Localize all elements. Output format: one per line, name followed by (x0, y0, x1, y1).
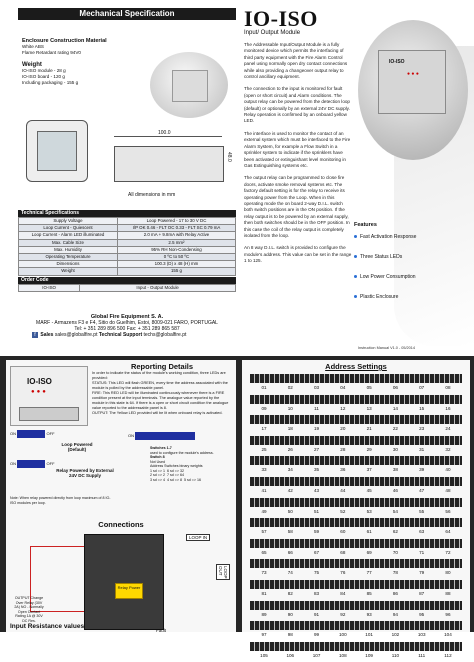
address-value: 12 (340, 405, 346, 411)
switch-off-label: OFF (46, 461, 55, 467)
address-value: 01 (261, 385, 267, 390)
address-value: 97 (261, 632, 267, 638)
product-photo-label: IO-ISO (389, 59, 405, 65)
address-value: 64 (445, 529, 451, 535)
dip-switch-icon (17, 460, 45, 468)
address-numbers (250, 568, 462, 578)
dip-switch-strip-icon (250, 374, 462, 383)
module-photo (150, 52, 228, 118)
address-row (250, 642, 462, 662)
address-numbers (250, 548, 462, 558)
address-value: 50 (287, 508, 293, 514)
dip-switch-strip-icon (250, 415, 462, 424)
product-subtitle: Input/ Output Module (244, 30, 301, 36)
dip-switch-icon (135, 432, 195, 440)
module-photo (10, 366, 88, 426)
company-phones: Tel: + 351 289 896 500 Fax: + 351 289 865 587 (74, 326, 180, 332)
switches-subtitle: used to configure the module's address. (150, 450, 214, 455)
feature-item (354, 234, 469, 240)
datasheet-page-2 (0, 356, 474, 658)
address-value: 84 (340, 590, 346, 596)
address-value: 112 (444, 652, 452, 658)
address-row (250, 580, 462, 601)
address-panel (242, 360, 470, 658)
address-grid (250, 374, 462, 662)
address-value: 103 (417, 632, 426, 638)
address-value: 69 (366, 549, 372, 555)
table-row (19, 254, 236, 261)
address-value: 27 (314, 446, 320, 452)
enclosure-title: Enclosure Construction Material (22, 38, 107, 44)
address-value: 34 (287, 467, 293, 473)
address-row (250, 559, 462, 580)
address-row (250, 498, 462, 519)
address-value: 26 (287, 446, 293, 452)
order-code: IO-ISO (19, 284, 80, 291)
address-value: 92 (340, 611, 346, 617)
height-dimension: 48.0 (226, 152, 232, 162)
address-value: 82 (287, 590, 293, 596)
dip-switch-strip-icon (250, 518, 462, 527)
enclosure-line: Flame Retardant rating 94V0 (22, 50, 81, 55)
address-value: 104 (444, 632, 452, 638)
address-numbers (250, 589, 462, 599)
address-value: 10 (287, 405, 293, 411)
address-value: 56 (445, 508, 451, 514)
front-view-drawing (26, 120, 88, 182)
bullet-icon (354, 255, 357, 258)
address-value: 53 (366, 508, 372, 514)
address-value: 02 (287, 385, 293, 390)
mech-spec-header: Mechanical Specification (18, 8, 236, 20)
address-value: 41 (261, 487, 267, 493)
address-value: 74 (287, 570, 293, 576)
address-value: 06 (392, 385, 398, 390)
product-paragraph: The output relay can be programmed to close fire doors, activate smoke removal systems etc. The factory default setting is for the relay to receive its operating power from the Loop. When in this operating mode the on board 2-way D.I.L. switch both switch positions are in the ON position. If the relay output is to be powered by an external supply, then both switches should be in the OFF position. In this case the coil of the relay output is completely isolated from the loop. (244, 175, 350, 238)
tech-spec-header: Technical Specifications (18, 210, 236, 217)
address-value: 90 (287, 611, 293, 617)
reporting-details (92, 364, 232, 416)
module-button-icon (19, 407, 79, 421)
address-value: 102 (391, 632, 400, 638)
address-value: 55 (419, 508, 425, 514)
address-numbers (250, 486, 462, 496)
feature-label: Fast Activation Response (360, 234, 417, 240)
module-photo-label: IO-ISO (27, 377, 52, 386)
loop-in-label: LOOP IN (186, 534, 210, 541)
loop-note: Note: When relay powered directly from loop maximum of 8 IO-ISO modules per loop. (10, 496, 111, 505)
spec-value: 95% RH Non-Condensing (117, 246, 235, 253)
sales-email-link[interactable]: sales@globalfire.pt (54, 332, 98, 338)
dip-switch-strip-icon (250, 539, 462, 548)
address-value: 43 (314, 487, 320, 493)
switch-off-label: OFF (46, 431, 55, 437)
connections-title: Connections (98, 520, 144, 529)
spec-value: 2.0 mA + 9.8mA with Relay Active (117, 232, 235, 239)
address-value: 14 (392, 405, 398, 411)
weight-item: 6 sd => 32 (167, 468, 184, 473)
technical-specifications (18, 210, 236, 292)
address-value: 30 (392, 446, 398, 452)
product-paragraph: An 8 way D.I.L. switch is provided to configure the module's address. This value can be set in the range 1 to 125. (244, 245, 352, 264)
address-value: 38 (392, 467, 398, 473)
product-title: IO-ISO (244, 6, 318, 31)
manual-version: Instruction Manual V1.0 - 05/2014 (358, 346, 415, 350)
address-value: 101 (365, 632, 373, 638)
address-value: 83 (314, 590, 320, 596)
table-row (19, 225, 236, 232)
address-value: 42 (287, 487, 293, 493)
address-value: 39 (419, 467, 425, 473)
right-column (244, 6, 469, 354)
address-value: 23 (419, 426, 425, 432)
switch-on-label: ON (10, 461, 16, 467)
address-value: 91 (314, 611, 320, 617)
address-value: 76 (340, 570, 346, 576)
order-description: Input - Output Module (80, 284, 236, 291)
reporting-panel (6, 360, 236, 632)
address-value: 32 (445, 446, 451, 452)
address-value: 08 (445, 385, 451, 390)
relay-power-label: Relay Power (115, 583, 143, 599)
address-value: 37 (366, 467, 372, 473)
spec-value: 0 ºC to 50 ºC (117, 254, 235, 261)
address-value: 13 (366, 405, 372, 411)
weight-line: IO-ISO module - 28 g (22, 68, 66, 73)
address-value: 105 (260, 652, 268, 658)
address-value: 81 (261, 590, 267, 596)
address-row (250, 518, 462, 539)
dip-switch-strip-icon (250, 395, 462, 404)
address-numbers (250, 404, 462, 414)
product-paragraph: The interface is used to monitor the contact of an external system which must be interfaced to the Fire Alarm System, for example a Flow Switch in a sprinkler system to indicate if the sprinklers have been activated or extinguishant level monitoring in Gas Extinguishing systems etc. (244, 130, 351, 168)
switch-settings (10, 430, 232, 518)
order-code-header: Order Code (18, 277, 236, 284)
address-value: 28 (340, 446, 346, 452)
address-value: 31 (419, 446, 425, 452)
address-value: 51 (314, 508, 320, 514)
reporting-title: Reporting Details (130, 362, 194, 371)
dip-switch-strip-icon (250, 559, 462, 568)
loop-powered-caption: Loop Powered (Default) (61, 442, 93, 452)
table-row (19, 284, 236, 291)
address-value: 35 (314, 467, 320, 473)
address-value: 16 (445, 405, 451, 411)
facebook-icon: f (32, 332, 38, 338)
address-value: 65 (261, 549, 267, 555)
address-value: 96 (445, 611, 451, 617)
features-header: Features (354, 222, 377, 228)
address-numbers (250, 507, 462, 517)
fire-led-text: FIRE: This RED LED will be illuminated continuously whenever there is a FIRE condition present at the input terminals. The analogue value reported by the module in this state is 64. If there is a open or short circuit condition the analogue value reported to the addressable panel is 8. (92, 391, 229, 410)
product-paragraph: The Addressable Input/Output Module is a fully monitored device which permits the interfacing of third party equipment with the Fire Alarm Control panel using normally open dry contact connections while also providing a changeover output relay to control ancillary equipment. (244, 42, 348, 80)
address-value: 87 (419, 590, 425, 596)
switch8-subtitle: Not Used (150, 459, 165, 464)
address-value: 19 (314, 426, 320, 432)
spec-key: Weight (19, 268, 118, 275)
dip-switch-strip-icon (250, 580, 462, 589)
address-value: 40 (445, 467, 451, 473)
address-value: 48 (445, 487, 451, 493)
tech-email-link[interactable]: techs@globalfire.pt (143, 332, 187, 338)
address-settings-title: Address Settings (325, 362, 387, 371)
weight-item: 2 sd => 2 (150, 473, 165, 477)
address-row (250, 436, 462, 457)
sales-label: Sales (40, 332, 54, 338)
address-value: 75 (314, 570, 320, 576)
weight-item: 3 sd => 4 (150, 477, 165, 482)
feature-label: Plastic Enclosure (360, 294, 399, 300)
address-value: 72 (445, 549, 451, 555)
external-powered-switch (10, 460, 55, 468)
address-row (250, 374, 462, 395)
address-numbers (250, 465, 462, 475)
company-contacts (32, 332, 236, 338)
circuit-board-image (84, 534, 164, 630)
address-value: 93 (366, 611, 372, 617)
address-numbers (250, 527, 462, 537)
address-value: 18 (287, 426, 293, 432)
address-value: 89 (261, 611, 267, 617)
feature-item (354, 274, 469, 280)
address-value: 20 (340, 426, 346, 432)
address-value: 62 (392, 529, 398, 535)
address-value: 109 (365, 652, 373, 658)
width-dimension: 100.0 (158, 130, 171, 136)
status-led-text: STATUS: This LED will flash GREEN, every time the address associated with the module is polled by the addressable panel. (92, 381, 228, 390)
table-row (19, 239, 236, 246)
dip-switch-strip-icon (250, 456, 462, 465)
table-row (19, 232, 236, 239)
address-value: 80 (445, 570, 451, 576)
features-list (354, 222, 469, 314)
bullet-icon (354, 295, 357, 298)
spec-value: 2.5 mm² (117, 239, 235, 246)
spec-value: 155 g (117, 268, 235, 275)
feature-label: Low Power Consumption (360, 274, 416, 280)
tech-spec-table (18, 217, 236, 276)
address-value: 47 (419, 487, 425, 493)
dimensions-note: All dimensions in mm (128, 192, 176, 198)
address-value: 110 (391, 652, 400, 658)
address-value: 86 (392, 590, 398, 596)
binary-weights (150, 469, 232, 483)
bullet-icon (354, 275, 357, 278)
address-value: 73 (261, 570, 267, 576)
spec-key: Max. Humidity (19, 246, 118, 253)
address-value: 71 (419, 549, 425, 555)
address-numbers (250, 610, 462, 620)
address-value: 49 (261, 508, 267, 514)
width-dimension-line (114, 136, 222, 137)
tech-support-label: Technical Support (98, 332, 143, 338)
weight-item: 4 sd => 8 (167, 477, 182, 482)
weight-item: 5 sd => 16 (184, 477, 201, 482)
address-value: 79 (419, 570, 425, 576)
switch-on-label: ON (128, 433, 134, 439)
dip-switch-icon (17, 430, 45, 438)
loop-powered-switch (10, 430, 55, 438)
spec-value: I/P OK 0.46 - FLT OC 0.33 - FLT SC 0.79 mA (117, 225, 235, 232)
spec-key: Dimensions (19, 261, 118, 268)
address-value: 21 (366, 426, 372, 432)
address-value: 67 (314, 549, 320, 555)
address-row (250, 621, 462, 642)
address-value: 05 (366, 385, 372, 390)
dip-switch-strip-icon (250, 436, 462, 445)
table-row (19, 218, 236, 225)
address-value: 70 (392, 549, 398, 555)
address-value: 29 (366, 446, 372, 452)
left-column (18, 8, 236, 348)
address-numbers (250, 651, 462, 661)
feature-label: Three Status LEDs (360, 254, 403, 260)
feature-item (354, 294, 469, 300)
reporting-intro: In order to indicate the status of the module's working condition, three LEDs are provided: (92, 371, 226, 380)
table-row (19, 268, 236, 275)
dip-switch-strip-icon (250, 477, 462, 486)
address-value: 11 (314, 405, 319, 411)
spec-key: Loop Current - Alarm LED illuminated (19, 232, 118, 239)
address-value: 57 (261, 529, 267, 535)
address-value: 04 (340, 385, 346, 390)
company-name: Global Fire Equipment S. A. (90, 314, 164, 320)
product-paragraph: The connection to the input is monitored for fault (open or short circuit) and Alarm conditions. The output relay can be powered from the detection loop (default) or optionally by an external 24V DC supply. Relay operation is confirmed by an onboard yellow LED. (244, 86, 350, 124)
product-photo-face (378, 50, 446, 114)
fault-label: Fault (156, 628, 167, 633)
enclosure-line: White ABS (22, 44, 44, 49)
bullet-icon (354, 235, 357, 238)
address-value: 94 (392, 611, 398, 617)
address-value: 22 (392, 426, 398, 432)
relay-powered-caption: Relay Powered by External 24V DC Supply (56, 468, 114, 478)
address-row (250, 477, 462, 498)
address-value: 58 (287, 529, 293, 535)
address-value: 45 (366, 487, 372, 493)
relay-output-note: OUTPUT Change Over Relay (30V 2A) NO - Normally Open Contact Rating 1A @ 30V DC Res. (14, 596, 44, 623)
input-resistance-title: Input Resistance values (10, 623, 85, 630)
output-led-text: OUTPUT: The Yellow LED provided will be lit when onboard relay is activated. (92, 411, 223, 415)
feature-item (354, 254, 469, 260)
weight-title: Weight (22, 62, 42, 68)
address-value: 25 (261, 446, 267, 452)
address-value: 100 (339, 632, 347, 638)
address-row (250, 601, 462, 622)
address-value: 36 (340, 467, 346, 473)
weight-item: 7 sd => 64 (167, 473, 184, 477)
dimension-drawings (18, 116, 236, 196)
status-leds-icon: ●●● (31, 389, 48, 395)
address-value: 106 (286, 652, 295, 658)
address-value: 03 (314, 385, 320, 390)
dip-switch-strip-icon (250, 601, 462, 610)
address-value: 111 (418, 652, 426, 658)
binary-weights-title: Address Switches binary weights (150, 464, 203, 468)
address-dip-switch (128, 432, 195, 440)
dip-switch-strip-icon (250, 621, 462, 630)
weight-item: 1 sd => 1 (150, 468, 165, 473)
address-value: 15 (419, 405, 425, 411)
address-row (250, 539, 462, 560)
address-value: 61 (366, 529, 372, 535)
address-value: 107 (312, 652, 321, 658)
address-value: 24 (445, 426, 451, 432)
spec-value: 100.3 (D) x 48 (H) mm (117, 261, 235, 268)
spec-key: Operating Temperature (19, 254, 118, 261)
address-value: 54 (392, 508, 398, 514)
status-leds-icon: ● ● ● (407, 71, 419, 77)
table-row (19, 261, 236, 268)
address-value: 07 (419, 385, 425, 390)
address-value: 09 (261, 405, 267, 411)
company-address: MARF - Armazens F3 e F4, Sitio do Guelhim, Estoi, 8009-021 FARO, PORTUGAL (36, 320, 218, 326)
address-value: 95 (419, 611, 425, 617)
address-value: 99 (314, 632, 320, 638)
address-value: 17 (261, 426, 267, 432)
address-value: 44 (340, 487, 346, 493)
address-value: 98 (287, 632, 293, 638)
address-numbers (250, 383, 462, 393)
spec-key: Supply Voltage (19, 218, 118, 225)
company-info (18, 314, 236, 338)
spec-value: Loop Powered - 17 to 30 V DC (117, 218, 235, 225)
address-row (250, 456, 462, 477)
spec-key: Max. Cable Size (19, 239, 118, 246)
address-value: 46 (392, 487, 398, 493)
address-value: 63 (419, 529, 425, 535)
side-view-drawing (114, 146, 224, 182)
address-value: 78 (392, 570, 398, 576)
loop-out-label: LOOP OUT (218, 566, 228, 579)
switch8-title: Switch 8 (150, 455, 165, 459)
product-photo (358, 20, 468, 160)
address-value: 108 (339, 652, 347, 658)
address-value: 88 (445, 590, 451, 596)
address-value: 85 (366, 590, 372, 596)
address-row (250, 395, 462, 416)
address-value: 68 (340, 549, 346, 555)
switch-info (150, 446, 232, 482)
address-value: 60 (340, 529, 346, 535)
address-numbers (250, 424, 462, 434)
order-code-table (18, 284, 236, 292)
weight-line: Including packaging - 155 g (22, 80, 79, 85)
address-value: 52 (340, 508, 346, 514)
address-value: 33 (261, 467, 267, 473)
table-row (19, 246, 236, 253)
address-numbers (250, 445, 462, 455)
dip-switch-strip-icon (250, 498, 462, 507)
address-value: 59 (314, 529, 320, 535)
address-value: 77 (366, 570, 372, 576)
address-value: 66 (287, 549, 293, 555)
weight-line: IO-ISO board - 120 g (22, 74, 65, 79)
spec-key: Loop Current - Quiescent (19, 225, 118, 232)
switch-on-label: ON (10, 431, 16, 437)
dip-switch-strip-icon (250, 642, 462, 651)
address-row (250, 415, 462, 436)
switches-title: Switches 1-7 (150, 446, 172, 450)
